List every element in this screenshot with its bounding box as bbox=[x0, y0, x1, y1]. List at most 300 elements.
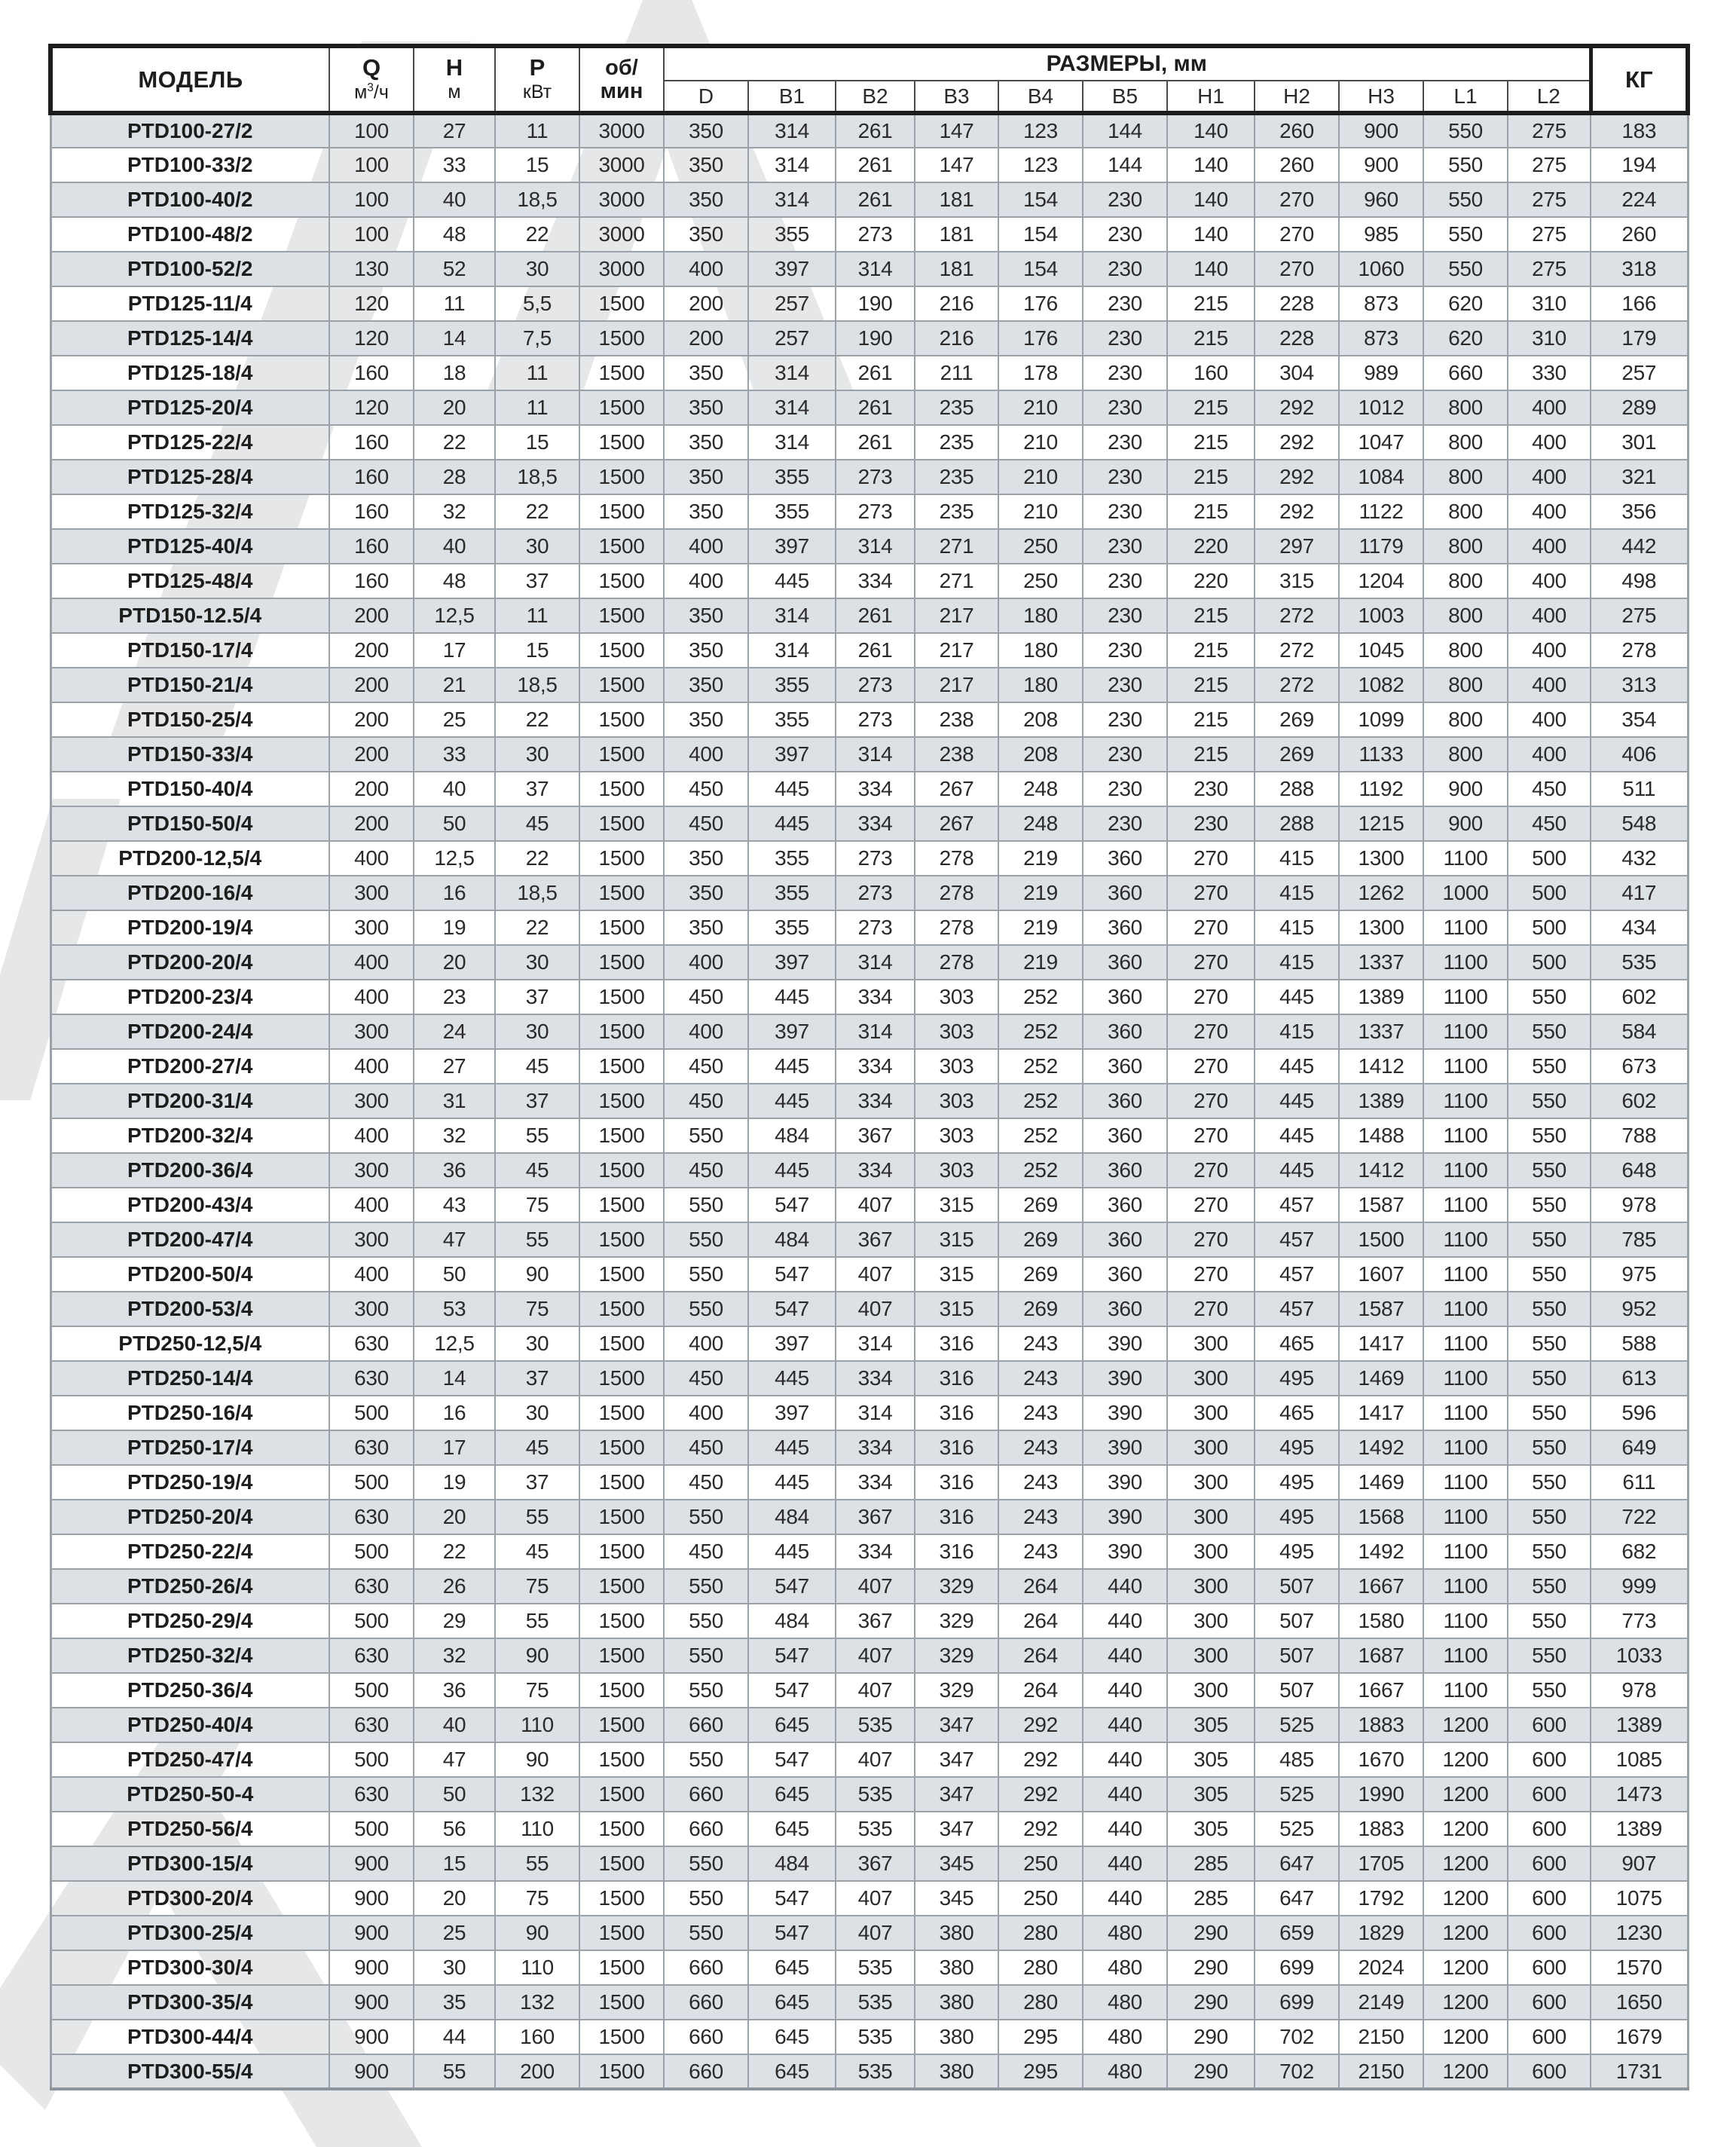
cell-kg: 682 bbox=[1591, 1534, 1688, 1569]
cell-rpm: 3000 bbox=[579, 182, 664, 217]
cell-b2: 314 bbox=[836, 1014, 915, 1049]
cell-b1: 314 bbox=[748, 390, 836, 425]
col-header-h3: H3 bbox=[1339, 81, 1423, 113]
cell-h1: 270 bbox=[1167, 1292, 1255, 1326]
cell-h3: 873 bbox=[1339, 286, 1423, 321]
cell-d: 350 bbox=[664, 356, 748, 390]
cell-l1: 1100 bbox=[1423, 1222, 1508, 1257]
table-row bbox=[50, 1153, 1688, 1188]
cell-h1: 215 bbox=[1167, 668, 1255, 702]
cell-l1: 1200 bbox=[1423, 1777, 1508, 1812]
cell-b4: 178 bbox=[998, 356, 1083, 390]
cell-d: 550 bbox=[664, 1257, 748, 1292]
cell-d: 400 bbox=[664, 1014, 748, 1049]
table-row bbox=[50, 321, 1688, 356]
cell-b2: 314 bbox=[836, 529, 915, 564]
cell-h2: 415 bbox=[1255, 945, 1339, 980]
cell-b5: 360 bbox=[1083, 876, 1167, 910]
cell-rpm: 1500 bbox=[579, 1222, 664, 1257]
cell-q: 100 bbox=[329, 148, 414, 182]
cell-h: 20 bbox=[414, 390, 495, 425]
cell-model: PTD200-32/4 bbox=[50, 1118, 329, 1153]
cell-d: 450 bbox=[664, 1049, 748, 1084]
cell-h: 35 bbox=[414, 1985, 495, 2020]
cell-l2: 600 bbox=[1508, 2054, 1591, 2089]
cell-l2: 600 bbox=[1508, 1742, 1591, 1777]
cell-b3: 315 bbox=[915, 1292, 998, 1326]
cell-rpm: 1500 bbox=[579, 1153, 664, 1188]
cell-q: 400 bbox=[329, 1049, 414, 1084]
cell-rpm: 1500 bbox=[579, 1569, 664, 1604]
cell-h: 16 bbox=[414, 1396, 495, 1430]
cell-b5: 360 bbox=[1083, 1292, 1167, 1326]
cell-rpm: 1500 bbox=[579, 529, 664, 564]
cell-l1: 1000 bbox=[1423, 876, 1508, 910]
cell-q: 900 bbox=[329, 2054, 414, 2089]
cell-b5: 360 bbox=[1083, 1084, 1167, 1118]
table-row bbox=[50, 217, 1688, 252]
cell-h3: 1133 bbox=[1339, 737, 1423, 772]
cell-b4: 252 bbox=[998, 1049, 1083, 1084]
cell-h3: 1084 bbox=[1339, 460, 1423, 494]
cell-model: PTD125-32/4 bbox=[50, 494, 329, 529]
cell-p: 90 bbox=[495, 1257, 579, 1292]
cell-b1: 445 bbox=[748, 1361, 836, 1396]
cell-h2: 445 bbox=[1255, 1153, 1339, 1188]
cell-b1: 547 bbox=[748, 1916, 836, 1950]
cell-kg: 548 bbox=[1591, 806, 1688, 841]
cell-h1: 215 bbox=[1167, 460, 1255, 494]
cell-l2: 550 bbox=[1508, 1153, 1591, 1188]
cell-model: PTD150-33/4 bbox=[50, 737, 329, 772]
cell-model: PTD250-17/4 bbox=[50, 1430, 329, 1465]
cell-b2: 314 bbox=[836, 945, 915, 980]
cell-p: 132 bbox=[495, 1985, 579, 2020]
cell-p: 15 bbox=[495, 148, 579, 182]
cell-h: 27 bbox=[414, 1049, 495, 1084]
table-row bbox=[50, 1569, 1688, 1604]
cell-b3: 271 bbox=[915, 529, 998, 564]
cell-model: PTD125-28/4 bbox=[50, 460, 329, 494]
cell-l2: 550 bbox=[1508, 1222, 1591, 1257]
cell-model: PTD200-36/4 bbox=[50, 1153, 329, 1188]
cell-d: 400 bbox=[664, 945, 748, 980]
cell-rpm: 1500 bbox=[579, 1465, 664, 1500]
cell-b1: 547 bbox=[748, 1188, 836, 1222]
cell-rpm: 3000 bbox=[579, 252, 664, 286]
cell-l1: 1100 bbox=[1423, 841, 1508, 876]
cell-d: 350 bbox=[664, 390, 748, 425]
cell-b2: 535 bbox=[836, 1777, 915, 1812]
cell-l2: 400 bbox=[1508, 390, 1591, 425]
cell-b5: 144 bbox=[1083, 113, 1167, 148]
cell-b2: 190 bbox=[836, 286, 915, 321]
cell-b5: 440 bbox=[1083, 1708, 1167, 1742]
cell-b1: 257 bbox=[748, 286, 836, 321]
cell-l2: 400 bbox=[1508, 702, 1591, 737]
cell-b3: 380 bbox=[915, 2020, 998, 2054]
cell-h2: 647 bbox=[1255, 1881, 1339, 1916]
cell-b1: 484 bbox=[748, 1118, 836, 1153]
cell-rpm: 1500 bbox=[579, 598, 664, 633]
cell-q: 160 bbox=[329, 529, 414, 564]
cell-model: PTD200-16/4 bbox=[50, 876, 329, 910]
cell-kg: 278 bbox=[1591, 633, 1688, 668]
cell-h2: 228 bbox=[1255, 321, 1339, 356]
cell-b1: 445 bbox=[748, 1049, 836, 1084]
cell-kg: 648 bbox=[1591, 1153, 1688, 1188]
cell-rpm: 1500 bbox=[579, 668, 664, 702]
cell-b1: 484 bbox=[748, 1604, 836, 1638]
cell-rpm: 1500 bbox=[579, 1708, 664, 1742]
cell-b3: 303 bbox=[915, 1049, 998, 1084]
cell-h3: 1670 bbox=[1339, 1742, 1423, 1777]
cell-h1: 290 bbox=[1167, 1985, 1255, 2020]
cell-b1: 355 bbox=[748, 841, 836, 876]
cell-d: 350 bbox=[664, 494, 748, 529]
cell-model: PTD300-30/4 bbox=[50, 1950, 329, 1985]
cell-b5: 440 bbox=[1083, 1638, 1167, 1673]
cell-b4: 154 bbox=[998, 252, 1083, 286]
cell-b1: 397 bbox=[748, 1014, 836, 1049]
cell-b1: 445 bbox=[748, 980, 836, 1014]
cell-l2: 550 bbox=[1508, 1049, 1591, 1084]
cell-l2: 550 bbox=[1508, 1292, 1591, 1326]
cell-l1: 660 bbox=[1423, 356, 1508, 390]
cell-q: 120 bbox=[329, 286, 414, 321]
cell-q: 630 bbox=[329, 1361, 414, 1396]
cell-b4: 280 bbox=[998, 1950, 1083, 1985]
cell-b2: 407 bbox=[836, 1673, 915, 1708]
cell-model: PTD150-12.5/4 bbox=[50, 598, 329, 633]
cell-b5: 230 bbox=[1083, 737, 1167, 772]
col-header-l1: L1 bbox=[1423, 81, 1508, 113]
cell-b4: 269 bbox=[998, 1257, 1083, 1292]
cell-d: 660 bbox=[664, 1950, 748, 1985]
cell-h: 28 bbox=[414, 460, 495, 494]
cell-b2: 273 bbox=[836, 910, 915, 945]
cell-d: 550 bbox=[664, 1292, 748, 1326]
cell-b1: 445 bbox=[748, 1430, 836, 1465]
cell-b5: 390 bbox=[1083, 1534, 1167, 1569]
cell-b4: 280 bbox=[998, 1985, 1083, 2020]
table-row bbox=[50, 1812, 1688, 1846]
cell-b5: 480 bbox=[1083, 1985, 1167, 2020]
table-row bbox=[50, 1916, 1688, 1950]
cell-h2: 457 bbox=[1255, 1292, 1339, 1326]
cell-l2: 550 bbox=[1508, 1361, 1591, 1396]
cell-d: 450 bbox=[664, 772, 748, 806]
cell-d: 450 bbox=[664, 1084, 748, 1118]
cell-h1: 290 bbox=[1167, 1950, 1255, 1985]
cell-l2: 550 bbox=[1508, 1534, 1591, 1569]
cell-p: 45 bbox=[495, 806, 579, 841]
cell-p: 30 bbox=[495, 1396, 579, 1430]
cell-h: 15 bbox=[414, 1846, 495, 1881]
cell-kg: 1230 bbox=[1591, 1916, 1688, 1950]
cell-h: 40 bbox=[414, 529, 495, 564]
cell-model: PTD125-22/4 bbox=[50, 425, 329, 460]
col-header-d: D bbox=[664, 81, 748, 113]
cell-model: PTD200-19/4 bbox=[50, 910, 329, 945]
cell-b3: 278 bbox=[915, 945, 998, 980]
cell-b2: 334 bbox=[836, 1361, 915, 1396]
table-row bbox=[50, 668, 1688, 702]
table-row bbox=[50, 598, 1688, 633]
rpm-label-line2: мин bbox=[600, 78, 643, 103]
cell-q: 630 bbox=[329, 1708, 414, 1742]
cell-h3: 1990 bbox=[1339, 1777, 1423, 1812]
cell-p: 11 bbox=[495, 598, 579, 633]
cell-q: 630 bbox=[329, 1638, 414, 1673]
cell-l1: 1100 bbox=[1423, 1569, 1508, 1604]
cell-l1: 800 bbox=[1423, 564, 1508, 598]
cell-h1: 140 bbox=[1167, 217, 1255, 252]
cell-b3: 303 bbox=[915, 1153, 998, 1188]
cell-b2: 367 bbox=[836, 1846, 915, 1881]
cell-h2: 297 bbox=[1255, 529, 1339, 564]
cell-l2: 400 bbox=[1508, 460, 1591, 494]
cell-model: PTD200-20/4 bbox=[50, 945, 329, 980]
cell-q: 500 bbox=[329, 1534, 414, 1569]
cell-l1: 550 bbox=[1423, 217, 1508, 252]
cell-b3: 316 bbox=[915, 1465, 998, 1500]
rpm-label-line1: об/ bbox=[605, 56, 638, 81]
cell-d: 400 bbox=[664, 252, 748, 286]
cell-b2: 334 bbox=[836, 1153, 915, 1188]
cell-kg: 406 bbox=[1591, 737, 1688, 772]
cell-l2: 550 bbox=[1508, 1188, 1591, 1222]
cell-b5: 360 bbox=[1083, 980, 1167, 1014]
col-header-h2: H2 bbox=[1255, 81, 1339, 113]
cell-q: 400 bbox=[329, 1118, 414, 1153]
cell-b2: 273 bbox=[836, 460, 915, 494]
cell-b4: 154 bbox=[998, 217, 1083, 252]
cell-l2: 400 bbox=[1508, 668, 1591, 702]
cell-b3: 303 bbox=[915, 1118, 998, 1153]
cell-p: 22 bbox=[495, 841, 579, 876]
cell-q: 300 bbox=[329, 910, 414, 945]
cell-b5: 230 bbox=[1083, 390, 1167, 425]
cell-p: 37 bbox=[495, 564, 579, 598]
cell-h3: 1587 bbox=[1339, 1292, 1423, 1326]
cell-l1: 1200 bbox=[1423, 1916, 1508, 1950]
p-label: Р bbox=[529, 54, 546, 81]
cell-q: 300 bbox=[329, 1292, 414, 1326]
table-row bbox=[50, 494, 1688, 529]
cell-model: PTD100-33/2 bbox=[50, 148, 329, 182]
cell-h: 48 bbox=[414, 217, 495, 252]
cell-rpm: 1500 bbox=[579, 1742, 664, 1777]
cell-h3: 960 bbox=[1339, 182, 1423, 217]
cell-d: 350 bbox=[664, 668, 748, 702]
cell-b1: 484 bbox=[748, 1846, 836, 1881]
cell-b1: 445 bbox=[748, 1534, 836, 1569]
cell-q: 400 bbox=[329, 1257, 414, 1292]
cell-l2: 550 bbox=[1508, 1430, 1591, 1465]
cell-p: 90 bbox=[495, 1742, 579, 1777]
cell-b2: 407 bbox=[836, 1916, 915, 1950]
col-group-dimensions: РАЗМЕРЫ, мм bbox=[664, 46, 1591, 81]
cell-b4: 295 bbox=[998, 2020, 1083, 2054]
cell-d: 450 bbox=[664, 806, 748, 841]
cell-l2: 600 bbox=[1508, 1881, 1591, 1916]
cell-l1: 1100 bbox=[1423, 1326, 1508, 1361]
cell-p: 75 bbox=[495, 1881, 579, 1916]
cell-b3: 316 bbox=[915, 1500, 998, 1534]
cell-b4: 208 bbox=[998, 702, 1083, 737]
table-row bbox=[50, 113, 1688, 148]
table-row bbox=[50, 425, 1688, 460]
cell-h2: 269 bbox=[1255, 737, 1339, 772]
cell-h1: 270 bbox=[1167, 1222, 1255, 1257]
h-unit: м bbox=[448, 81, 461, 103]
cell-b5: 390 bbox=[1083, 1465, 1167, 1500]
cell-b3: 216 bbox=[915, 321, 998, 356]
cell-h3: 1262 bbox=[1339, 876, 1423, 910]
cell-h1: 300 bbox=[1167, 1638, 1255, 1673]
cell-b4: 123 bbox=[998, 148, 1083, 182]
cell-b3: 380 bbox=[915, 1950, 998, 1985]
cell-d: 660 bbox=[664, 2020, 748, 2054]
cell-d: 550 bbox=[664, 1604, 748, 1638]
cell-q: 500 bbox=[329, 1812, 414, 1846]
cell-kg: 432 bbox=[1591, 841, 1688, 876]
cell-h2: 228 bbox=[1255, 286, 1339, 321]
cell-b4: 248 bbox=[998, 772, 1083, 806]
table-row bbox=[50, 1222, 1688, 1257]
cell-rpm: 1500 bbox=[579, 1326, 664, 1361]
cell-l2: 400 bbox=[1508, 598, 1591, 633]
cell-b3: 278 bbox=[915, 910, 998, 945]
cell-b1: 397 bbox=[748, 945, 836, 980]
cell-h2: 525 bbox=[1255, 1708, 1339, 1742]
cell-h1: 270 bbox=[1167, 980, 1255, 1014]
cell-p: 7,5 bbox=[495, 321, 579, 356]
cell-h: 33 bbox=[414, 737, 495, 772]
cell-q: 900 bbox=[329, 1881, 414, 1916]
cell-model: PTD200-27/4 bbox=[50, 1049, 329, 1084]
cell-d: 550 bbox=[664, 1673, 748, 1708]
cell-kg: 183 bbox=[1591, 113, 1688, 148]
cell-h: 43 bbox=[414, 1188, 495, 1222]
cell-rpm: 1500 bbox=[579, 1188, 664, 1222]
table-row bbox=[50, 1396, 1688, 1430]
cell-model: PTD300-15/4 bbox=[50, 1846, 329, 1881]
cell-l1: 1200 bbox=[1423, 1985, 1508, 2020]
cell-b5: 360 bbox=[1083, 1222, 1167, 1257]
cell-q: 630 bbox=[329, 1500, 414, 1534]
cell-h3: 1829 bbox=[1339, 1916, 1423, 1950]
cell-l2: 330 bbox=[1508, 356, 1591, 390]
cell-b4: 269 bbox=[998, 1188, 1083, 1222]
cell-b2: 535 bbox=[836, 2054, 915, 2089]
cell-model: PTD250-16/4 bbox=[50, 1396, 329, 1430]
cell-h1: 300 bbox=[1167, 1465, 1255, 1500]
cell-h: 32 bbox=[414, 494, 495, 529]
cell-b4: 243 bbox=[998, 1396, 1083, 1430]
table-row bbox=[50, 806, 1688, 841]
cell-rpm: 1500 bbox=[579, 1257, 664, 1292]
cell-b2: 314 bbox=[836, 737, 915, 772]
cell-b2: 273 bbox=[836, 494, 915, 529]
cell-b5: 360 bbox=[1083, 910, 1167, 945]
cell-d: 350 bbox=[664, 182, 748, 217]
cell-rpm: 1500 bbox=[579, 1430, 664, 1465]
cell-b5: 230 bbox=[1083, 668, 1167, 702]
cell-h2: 260 bbox=[1255, 148, 1339, 182]
cell-h: 36 bbox=[414, 1153, 495, 1188]
cell-rpm: 1500 bbox=[579, 1361, 664, 1396]
cell-rpm: 1500 bbox=[579, 390, 664, 425]
cell-b4: 210 bbox=[998, 425, 1083, 460]
cell-l1: 550 bbox=[1423, 252, 1508, 286]
cell-b4: 210 bbox=[998, 494, 1083, 529]
cell-q: 900 bbox=[329, 1846, 414, 1881]
cell-b2: 334 bbox=[836, 1049, 915, 1084]
cell-h1: 300 bbox=[1167, 1396, 1255, 1430]
cell-d: 350 bbox=[664, 113, 748, 148]
cell-q: 300 bbox=[329, 1153, 414, 1188]
cell-q: 630 bbox=[329, 1430, 414, 1465]
cell-b4: 264 bbox=[998, 1638, 1083, 1673]
cell-kg: 321 bbox=[1591, 460, 1688, 494]
cell-b2: 261 bbox=[836, 598, 915, 633]
cell-h2: 507 bbox=[1255, 1673, 1339, 1708]
cell-b2: 407 bbox=[836, 1638, 915, 1673]
table-row bbox=[50, 1846, 1688, 1881]
cell-h3: 2150 bbox=[1339, 2020, 1423, 2054]
cell-rpm: 1500 bbox=[579, 1500, 664, 1534]
cell-b3: 315 bbox=[915, 1222, 998, 1257]
cell-rpm: 1500 bbox=[579, 1673, 664, 1708]
cell-b1: 314 bbox=[748, 113, 836, 148]
cell-h1: 300 bbox=[1167, 1534, 1255, 1569]
cell-h: 11 bbox=[414, 286, 495, 321]
cell-q: 400 bbox=[329, 1188, 414, 1222]
cell-h: 17 bbox=[414, 1430, 495, 1465]
cell-q: 200 bbox=[329, 772, 414, 806]
cell-h: 27 bbox=[414, 113, 495, 148]
cell-h1: 300 bbox=[1167, 1500, 1255, 1534]
cell-kg: 602 bbox=[1591, 1084, 1688, 1118]
cell-l1: 800 bbox=[1423, 425, 1508, 460]
cell-kg: 301 bbox=[1591, 425, 1688, 460]
cell-h2: 270 bbox=[1255, 252, 1339, 286]
cell-b5: 440 bbox=[1083, 1881, 1167, 1916]
cell-h3: 1492 bbox=[1339, 1430, 1423, 1465]
cell-l1: 1100 bbox=[1423, 1188, 1508, 1222]
cell-b3: 303 bbox=[915, 1014, 998, 1049]
cell-h2: 495 bbox=[1255, 1465, 1339, 1500]
col-header-b2: B2 bbox=[836, 81, 915, 113]
cell-d: 400 bbox=[664, 1326, 748, 1361]
cell-p: 75 bbox=[495, 1188, 579, 1222]
cell-model: PTD250-19/4 bbox=[50, 1465, 329, 1500]
cell-b5: 360 bbox=[1083, 1118, 1167, 1153]
col-header-p bbox=[495, 46, 579, 113]
cell-h: 36 bbox=[414, 1673, 495, 1708]
cell-h: 14 bbox=[414, 321, 495, 356]
cell-b4: 180 bbox=[998, 633, 1083, 668]
cell-p: 37 bbox=[495, 980, 579, 1014]
cell-b1: 645 bbox=[748, 2020, 836, 2054]
cell-model: PTD250-32/4 bbox=[50, 1638, 329, 1673]
cell-b5: 480 bbox=[1083, 1916, 1167, 1950]
cell-h3: 1792 bbox=[1339, 1881, 1423, 1916]
cell-b2: 261 bbox=[836, 390, 915, 425]
cell-h2: 495 bbox=[1255, 1500, 1339, 1534]
